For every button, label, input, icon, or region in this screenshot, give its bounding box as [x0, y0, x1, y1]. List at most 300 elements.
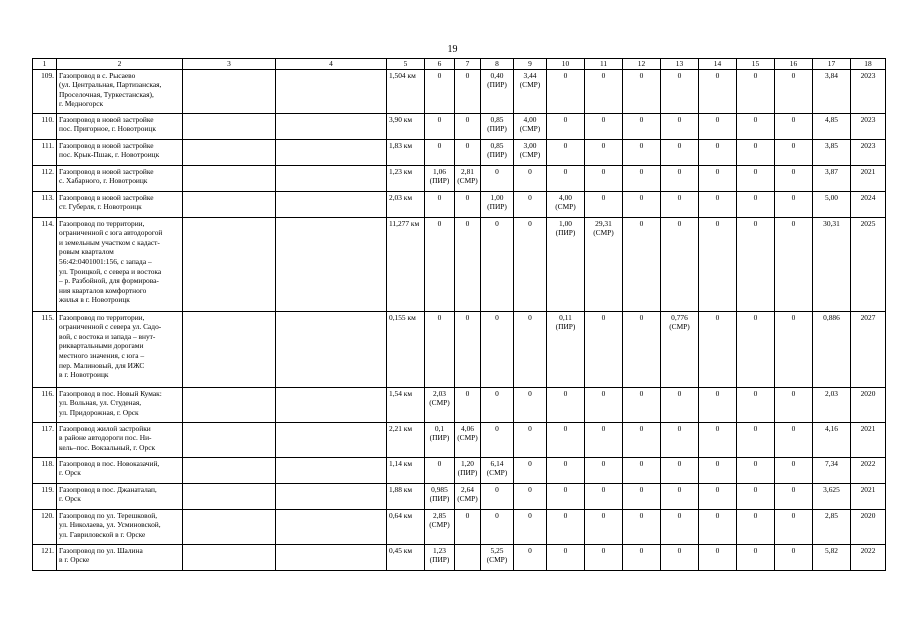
row-number: 112.	[33, 165, 57, 191]
table-row	[33, 387, 886, 422]
column-header-1: 1	[33, 59, 57, 70]
value-c11	[585, 113, 623, 139]
value-c13	[661, 311, 699, 387]
total-value: 5,82	[813, 544, 851, 570]
value-c13	[661, 69, 699, 113]
object-name-line: Газопровод в новой застройке	[59, 140, 154, 150]
value-c14-line: 0	[715, 458, 720, 468]
value-c9-line: 0	[528, 423, 532, 433]
value-c10-line: 0	[563, 70, 568, 80]
value-c9-line: 0	[528, 484, 532, 494]
column-3-cell	[183, 387, 276, 422]
value-c11	[585, 509, 623, 544]
column-4-cell	[276, 509, 387, 544]
value-c6-line: 2,03	[433, 388, 446, 398]
value-c15-line: 0	[753, 458, 758, 468]
value-c13-line: 0	[677, 114, 682, 124]
column-4-cell	[276, 113, 387, 139]
value-c8-line: 6,14	[490, 458, 504, 468]
value-c6-line: 1,06	[433, 166, 446, 176]
value-c11	[585, 483, 623, 509]
value-c16-line: 0	[791, 545, 796, 555]
object-name-line: риквартальными дорогами	[59, 341, 144, 351]
value-c10-line: (СМР)	[555, 202, 576, 212]
table-row	[33, 113, 886, 139]
column-3-cell	[183, 311, 276, 387]
value-c11-line: 0	[601, 388, 606, 398]
row-number: 116.	[33, 387, 57, 422]
value-c11	[585, 69, 623, 113]
object-name	[57, 165, 183, 191]
value-c13-line: 0	[677, 423, 682, 433]
object-name-line: ст. Губерля, г. Новотроицк	[59, 202, 142, 212]
table-row	[33, 457, 886, 483]
value-c8	[481, 509, 514, 544]
value-c14	[699, 113, 737, 139]
value-c10-line: 4,00	[559, 192, 572, 202]
value-c10	[547, 311, 585, 387]
object-name	[57, 69, 183, 113]
value-c8-line: 0	[495, 218, 499, 228]
object-name	[57, 311, 183, 387]
total-value: 3,625	[813, 483, 851, 509]
value-c16	[775, 509, 813, 544]
value-c14-line: 0	[715, 423, 720, 433]
value-c16	[775, 422, 813, 457]
column-3-cell	[183, 113, 276, 139]
value-c16-line: 0	[791, 458, 796, 468]
value-c9	[514, 165, 547, 191]
value-c15	[737, 544, 775, 570]
value-c10-line: 0	[563, 458, 568, 468]
value-c14-line: 0	[715, 510, 720, 520]
value-c13-line: 0	[677, 218, 682, 228]
value-c15-line: 0	[753, 140, 758, 150]
page-number: 19	[447, 44, 458, 55]
value-c8	[481, 165, 514, 191]
completion-year: 2023	[851, 113, 886, 139]
value-c7-line: 0	[465, 70, 470, 80]
value-c15-line: 0	[753, 510, 758, 520]
value-c15	[737, 509, 775, 544]
object-name-line: ул. Придорожная, г. Орск	[59, 407, 139, 417]
total-value: 30,31	[813, 217, 851, 311]
value-c7	[455, 457, 481, 483]
object-name	[57, 113, 183, 139]
object-name-line: в г. Орске	[59, 555, 90, 565]
row-number: 114.	[33, 217, 57, 311]
value-c8-line: (ПИР)	[487, 80, 507, 90]
value-c10-line: (ПИР)	[555, 322, 576, 332]
column-3-cell	[183, 457, 276, 483]
value-c8	[481, 69, 514, 113]
value-c10-line: 0,11	[559, 312, 572, 322]
value-c13-line: 0	[677, 166, 682, 176]
table-row	[33, 139, 886, 165]
total-value: 3,87	[813, 165, 851, 191]
object-name-line: Газопровод в пос. Новый Кумак:	[59, 388, 162, 398]
column-4-cell	[276, 483, 387, 509]
value-c13	[661, 483, 699, 509]
value-c10	[547, 139, 585, 165]
row-number: 118.	[33, 457, 57, 483]
value-c8-line: (ПИР)	[487, 124, 507, 134]
value-c8-line: 0	[495, 312, 499, 322]
value-c11-line: 0	[601, 484, 606, 494]
value-c10	[547, 191, 585, 217]
value-c15	[737, 483, 775, 509]
value-c8	[481, 139, 514, 165]
value-c6-line: 0,1	[434, 423, 445, 433]
completion-year: 2022	[851, 544, 886, 570]
value-c6	[425, 387, 455, 422]
value-c11	[585, 139, 623, 165]
value-c14	[699, 165, 737, 191]
object-name-line: в районе автодороги пос. Ни-	[59, 433, 152, 443]
row-number: 110.	[33, 113, 57, 139]
investment-table	[32, 58, 886, 571]
object-name-line: ул. Вольная, ул. Студеная,	[59, 398, 142, 408]
value-c13	[661, 422, 699, 457]
value-c9-line: (СМР)	[519, 150, 541, 160]
value-c6-line: 0	[437, 218, 442, 228]
object-name-line: Газопровод по территории,	[59, 218, 145, 228]
value-c6	[425, 311, 455, 387]
value-c8-line: (СМР)	[486, 555, 508, 565]
value-c13-line: 0	[677, 388, 682, 398]
value-c12-line: 0	[639, 388, 644, 398]
value-c7-line: (СМР)	[457, 176, 478, 186]
value-c13-line: 0	[677, 510, 682, 520]
value-c7	[455, 387, 481, 422]
value-c9-line: 0	[528, 388, 532, 398]
value-c9	[514, 483, 547, 509]
row-number: 119.	[33, 483, 57, 509]
value-c13-line: 0	[677, 484, 682, 494]
value-c11	[585, 387, 623, 422]
column-header-2: 2	[57, 59, 183, 70]
value-c11	[585, 422, 623, 457]
value-c12	[623, 509, 661, 544]
value-c15	[737, 387, 775, 422]
value-c7-line: 2,64	[461, 484, 474, 494]
object-name-line: ния кварталов комфортного	[59, 285, 147, 295]
value-c6	[425, 191, 455, 217]
object-name-line: (ул. Центральная, Партизанская,	[59, 80, 162, 90]
total-value: 4,85	[813, 113, 851, 139]
value-c14-line: 0	[715, 312, 720, 322]
value-c14	[699, 483, 737, 509]
table-row	[33, 509, 886, 544]
column-4-cell	[276, 165, 387, 191]
value-c15-line: 0	[753, 545, 758, 555]
object-name-line: кель–пос. Вокзальный, г. Орск	[59, 442, 156, 452]
value-c9	[514, 509, 547, 544]
table-row	[33, 311, 886, 387]
value-c6	[425, 509, 455, 544]
value-c6-line: 0	[437, 458, 442, 468]
value-c11-line: 0	[601, 192, 606, 202]
column-header-10: 10	[547, 59, 585, 70]
completion-year: 2021	[851, 422, 886, 457]
value-c16	[775, 457, 813, 483]
object-name	[57, 217, 183, 311]
pipeline-length: 2,21 км	[387, 422, 425, 457]
value-c7	[455, 191, 481, 217]
value-c11-line: 0	[601, 114, 606, 124]
column-header-12: 12	[623, 59, 661, 70]
value-c11	[585, 217, 623, 311]
value-c6-line: (СМР)	[429, 520, 450, 530]
pipeline-length: 0,64 км	[387, 509, 425, 544]
value-c7	[455, 69, 481, 113]
total-value: 3,85	[813, 139, 851, 165]
value-c13	[661, 113, 699, 139]
value-c6-line: 1,23	[433, 545, 446, 555]
value-c9-line: 4,00	[523, 114, 537, 124]
value-c11-line: 0	[601, 312, 606, 322]
value-c14	[699, 191, 737, 217]
value-c15	[737, 113, 775, 139]
value-c13	[661, 165, 699, 191]
value-c16	[775, 311, 813, 387]
column-header-15: 15	[737, 59, 775, 70]
total-value: 7,34	[813, 457, 851, 483]
column-header-14: 14	[699, 59, 737, 70]
object-name-line: – р. Разбойной, для формирова-	[59, 276, 159, 286]
value-c10-line: 1,00	[559, 218, 572, 228]
value-c7-line: (СМР)	[457, 494, 478, 504]
value-c6-line: 0,985	[431, 484, 448, 494]
value-c10-line: 0	[563, 140, 568, 150]
value-c8	[481, 422, 514, 457]
object-name-line: Проселочная, Туркестанская),	[59, 89, 154, 99]
completion-year: 2020	[851, 509, 886, 544]
value-c8	[481, 311, 514, 387]
object-name-line: ул. Гавриловской в г. Орске	[59, 529, 146, 539]
column-header-16: 16	[775, 59, 813, 70]
object-name-line: Газопровод жилой застройки	[59, 423, 151, 433]
object-name-line: жилья в г. Новотроицк	[59, 295, 130, 305]
total-value: 3,84	[813, 69, 851, 113]
table-row	[33, 191, 886, 217]
value-c12-line: 0	[639, 312, 644, 322]
value-c11-line: 0	[601, 70, 606, 80]
value-c6-line: (ПИР)	[429, 433, 450, 443]
value-c14-line: 0	[715, 166, 720, 176]
object-name-line: Газопровод в с. Рысаево	[59, 70, 136, 80]
value-c11	[585, 165, 623, 191]
value-c11-line: 0	[601, 140, 606, 150]
value-c7-line: 0	[465, 114, 470, 124]
value-c14-line: 0	[715, 114, 720, 124]
row-number: 111.	[33, 139, 57, 165]
value-c8-line: 0	[495, 388, 499, 398]
value-c16-line: 0	[791, 510, 796, 520]
pipeline-length: 0,155 км	[387, 311, 425, 387]
value-c15	[737, 191, 775, 217]
value-c10-line: (ПИР)	[555, 228, 576, 238]
value-c7	[455, 217, 481, 311]
value-c7	[455, 544, 481, 570]
object-name-line: г. Орск	[59, 468, 81, 478]
value-c15-line: 0	[753, 114, 758, 124]
table-row	[33, 422, 886, 457]
object-name-line: ограниченной с севера ул. Садо-	[59, 322, 162, 332]
value-c13-line: 0	[677, 545, 682, 555]
value-c16	[775, 69, 813, 113]
value-c7-line: (ПИР)	[457, 468, 478, 478]
value-c12	[623, 544, 661, 570]
value-c10-line: 0	[563, 484, 568, 494]
column-header-6: 6	[425, 59, 455, 70]
object-name-line: ровым кварталом	[59, 247, 114, 257]
completion-year: 2027	[851, 311, 886, 387]
row-number: 120.	[33, 509, 57, 544]
value-c6	[425, 139, 455, 165]
value-c8	[481, 457, 514, 483]
value-c7	[455, 483, 481, 509]
object-name-line: Газопровод в новой застройке	[59, 166, 154, 176]
column-4-cell	[276, 69, 387, 113]
value-c16	[775, 544, 813, 570]
value-c12	[623, 457, 661, 483]
value-c7-line: 0	[465, 510, 470, 520]
completion-year: 2023	[851, 69, 886, 113]
value-c15-line: 0	[753, 218, 758, 228]
value-c12-line: 0	[639, 114, 644, 124]
value-c14	[699, 311, 737, 387]
value-c6-line: 0	[437, 114, 442, 124]
value-c10-line: 0	[563, 388, 568, 398]
value-c11-line: 0	[601, 166, 606, 176]
value-c14	[699, 457, 737, 483]
value-c12-line: 0	[639, 166, 644, 176]
object-name	[57, 457, 183, 483]
value-c14-line: 0	[715, 484, 720, 494]
column-header-3: 3	[183, 59, 276, 70]
object-name-line: вой, с востока и запада – внут-	[59, 331, 156, 341]
value-c10	[547, 509, 585, 544]
total-value: 0,886	[813, 311, 851, 387]
value-c7-line: (СМР)	[457, 433, 478, 443]
column-3-cell	[183, 191, 276, 217]
object-name	[57, 422, 183, 457]
object-name-line: местного значения, с юга –	[59, 350, 145, 360]
value-c7-line: 1,20	[461, 458, 474, 468]
value-c8	[481, 387, 514, 422]
value-c11	[585, 457, 623, 483]
column-header-7: 7	[455, 59, 481, 70]
column-4-cell	[276, 217, 387, 311]
value-c16	[775, 139, 813, 165]
value-c16-line: 0	[791, 423, 796, 433]
value-c9	[514, 113, 547, 139]
pipeline-length: 2,03 км	[387, 191, 425, 217]
column-4-cell	[276, 139, 387, 165]
column-header-13: 13	[661, 59, 699, 70]
value-c15	[737, 457, 775, 483]
value-c10-line: 0	[563, 114, 568, 124]
pipeline-length: 1,54 км	[387, 387, 425, 422]
row-number: 117.	[33, 422, 57, 457]
value-c9-line: (СМР)	[519, 124, 541, 134]
value-c14-line: 0	[715, 388, 720, 398]
object-name-line: ограниченной с юга автодорогой	[59, 228, 163, 238]
object-name	[57, 509, 183, 544]
value-c13-line: 0	[677, 192, 682, 202]
value-c16	[775, 113, 813, 139]
value-c10	[547, 387, 585, 422]
value-c13	[661, 387, 699, 422]
object-name-line: г. Медногорск	[59, 99, 104, 109]
column-3-cell	[183, 139, 276, 165]
value-c9-line: 0	[528, 192, 532, 202]
value-c6	[425, 457, 455, 483]
value-c14	[699, 544, 737, 570]
value-c11	[585, 191, 623, 217]
table-row	[33, 69, 886, 113]
header-row	[33, 59, 886, 70]
completion-year: 2021	[851, 165, 886, 191]
column-3-cell	[183, 483, 276, 509]
value-c12	[623, 69, 661, 113]
value-c16-line: 0	[791, 192, 796, 202]
value-c15	[737, 311, 775, 387]
column-4-cell	[276, 544, 387, 570]
value-c14-line: 0	[715, 140, 720, 150]
value-c8-line: 0,85	[490, 114, 504, 124]
value-c15-line: 0	[753, 166, 758, 176]
value-c10	[547, 165, 585, 191]
value-c7-line: 0	[465, 140, 470, 150]
value-c12	[623, 113, 661, 139]
total-value: 5,00	[813, 191, 851, 217]
value-c8-line: 1,00	[490, 192, 504, 202]
value-c13	[661, 544, 699, 570]
object-name-line: Газопровод в новой застройке	[59, 114, 154, 124]
value-c16-line: 0	[791, 70, 796, 80]
value-c10	[547, 69, 585, 113]
value-c12-line: 0	[639, 545, 644, 555]
table-row	[33, 217, 886, 311]
value-c15	[737, 217, 775, 311]
completion-year: 2024	[851, 191, 886, 217]
value-c7	[455, 113, 481, 139]
value-c10	[547, 422, 585, 457]
object-name-line: Газопровод по территории,	[59, 312, 145, 322]
value-c10	[547, 544, 585, 570]
value-c6-line: (ПИР)	[429, 555, 450, 565]
value-c12	[623, 165, 661, 191]
value-c7-line: 2,81	[461, 166, 474, 176]
value-c15	[737, 422, 775, 457]
column-4-cell	[276, 191, 387, 217]
completion-year: 2021	[851, 483, 886, 509]
column-4-cell	[276, 457, 387, 483]
value-c6-line: (ПИР)	[429, 176, 450, 186]
value-c6-line: 0	[437, 192, 442, 202]
value-c12	[623, 483, 661, 509]
value-c14	[699, 387, 737, 422]
value-c12	[623, 217, 661, 311]
column-header-5: 5	[387, 59, 425, 70]
value-c8-line: 5,25	[490, 545, 504, 555]
value-c10	[547, 457, 585, 483]
value-c11	[585, 311, 623, 387]
value-c11-line: (СМР)	[593, 228, 614, 238]
value-c6	[425, 422, 455, 457]
